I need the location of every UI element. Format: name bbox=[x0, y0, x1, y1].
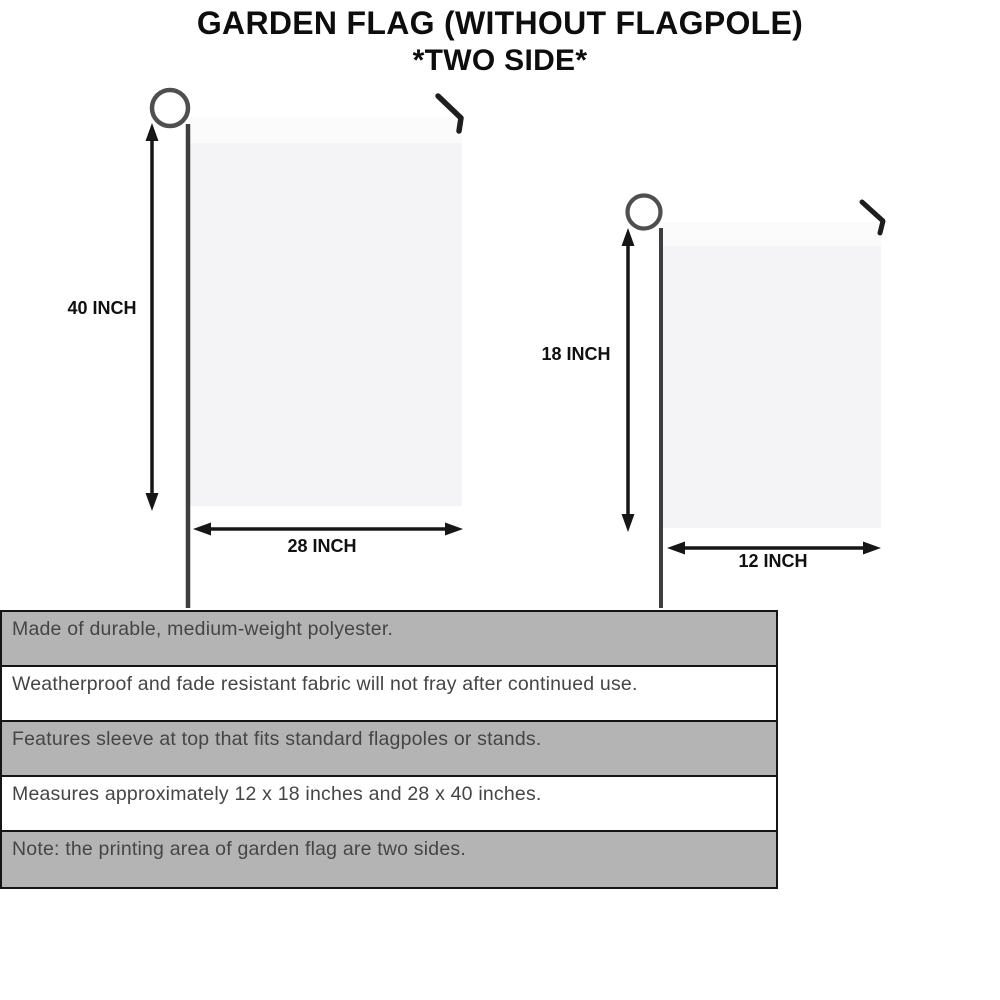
feature-text: Weatherproof and fade resistant fabric will not fray after continued use. bbox=[12, 673, 638, 695]
large-flag-diagram bbox=[146, 90, 464, 608]
feature-row-weatherproof bbox=[2, 667, 776, 722]
small-flagpole-loop bbox=[628, 196, 661, 229]
large-flag-height-label: 40 INCH bbox=[67, 298, 137, 318]
small-flag-fabric bbox=[662, 222, 881, 528]
large-flag-hanger-hook bbox=[438, 96, 461, 131]
large-flag-fabric bbox=[188, 117, 462, 506]
large-flag-width-arrow bbox=[193, 523, 463, 536]
large-flag-width-label: 28 INCH bbox=[287, 536, 357, 556]
feature-row-measurements bbox=[2, 777, 776, 832]
feature-text: Made of durable, medium-weight polyester. bbox=[12, 618, 394, 640]
page-title: GARDEN FLAG (WITHOUT FLAGPOLE) bbox=[196, 5, 804, 41]
feature-row-sleeve bbox=[2, 722, 776, 777]
small-flag-diagram bbox=[622, 196, 884, 609]
feature-text: Note: the printing area of garden flag are two sides. bbox=[12, 838, 466, 860]
small-flag-height-arrow bbox=[622, 228, 635, 532]
feature-text: Features sleeve at top that fits standard flagpoles or stands. bbox=[12, 728, 542, 750]
large-flag-sleeve bbox=[188, 117, 462, 143]
small-flag-height-label: 18 INCH bbox=[541, 344, 611, 364]
feature-text: Measures approximately 12 x 18 inches and 28 x 40 inches. bbox=[12, 783, 542, 805]
small-flag-width-label: 12 INCH bbox=[738, 551, 808, 571]
feature-table bbox=[0, 610, 778, 889]
feature-row-material bbox=[2, 612, 776, 667]
feature-row-note bbox=[2, 832, 776, 887]
small-flag-hanger-hook bbox=[862, 202, 883, 233]
large-flagpole-loop bbox=[152, 90, 188, 126]
small-flag-sleeve bbox=[662, 222, 881, 246]
page-subtitle: *TWO SIDE* bbox=[412, 44, 588, 77]
